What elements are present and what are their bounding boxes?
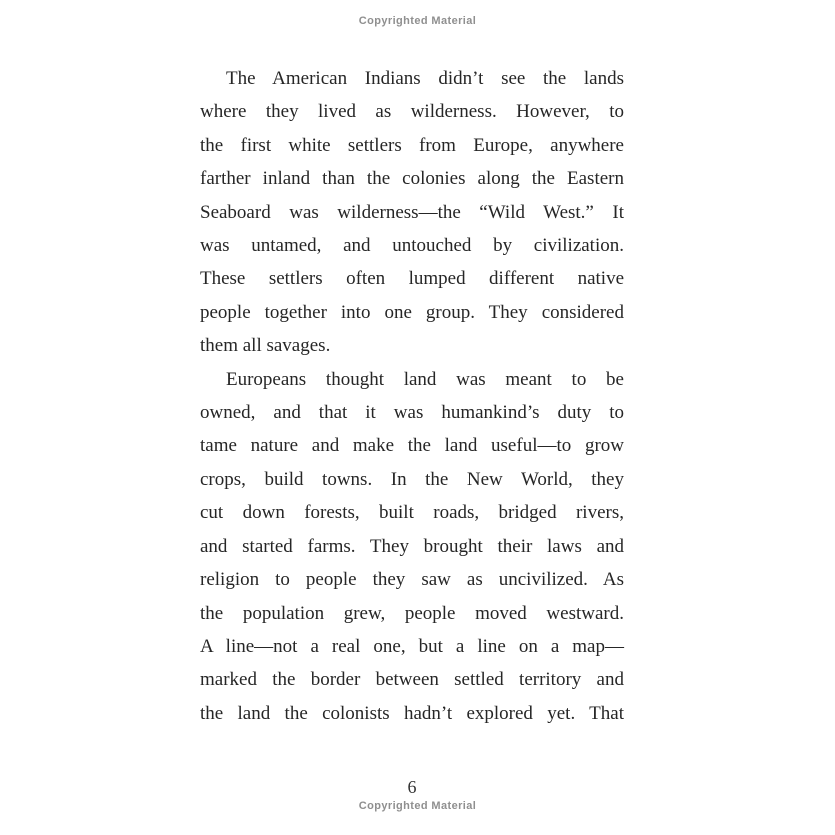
text-line: crops, build towns. In the New World, they (200, 468, 624, 490)
body-text-block (200, 62, 624, 730)
text-line: owned, and that it was humankind’s duty to (200, 402, 624, 424)
text-line: farther inland than the colonies along the Eastern (200, 168, 624, 190)
copyright-watermark-bottom: Copyrighted Material (358, 800, 477, 812)
text-line: people together into one group. They considered (200, 301, 624, 323)
text-line: them all savages. (200, 335, 331, 357)
text-line: cut down forests, built roads, bridged rivers, (200, 502, 624, 524)
text-line: the land the colonists hadn’t explored yet. That (200, 702, 624, 724)
text-line: marked the border between settled territory and (200, 669, 624, 691)
page-number: 6 (407, 777, 417, 797)
text-line: These settlers often lumped different native (200, 268, 624, 290)
text-line: the population grew, people moved westward. (200, 602, 624, 624)
text-line: the first white settlers from Europe, anywhere (200, 134, 624, 156)
text-line: Europeans thought land was meant to be (226, 368, 624, 390)
text-line: A line—not a real one, but a line on a map— (200, 635, 624, 657)
text-line: religion to people they saw as uncivilized. As (200, 569, 624, 591)
text-line: The American Indians didn’t see the lands (226, 68, 624, 89)
text-line: tame nature and make the land useful—to grow (200, 435, 624, 457)
copyright-watermark-top: Copyrighted Material (358, 15, 477, 27)
text-line: was untamed, and untouched by civilization. (200, 235, 624, 257)
text-line: Seaboard was wilderness—the “Wild West.” It (200, 201, 624, 223)
text-line: where they lived as wilderness. However, to (200, 101, 624, 123)
text-line: and started farms. They brought their laws and (200, 535, 624, 557)
